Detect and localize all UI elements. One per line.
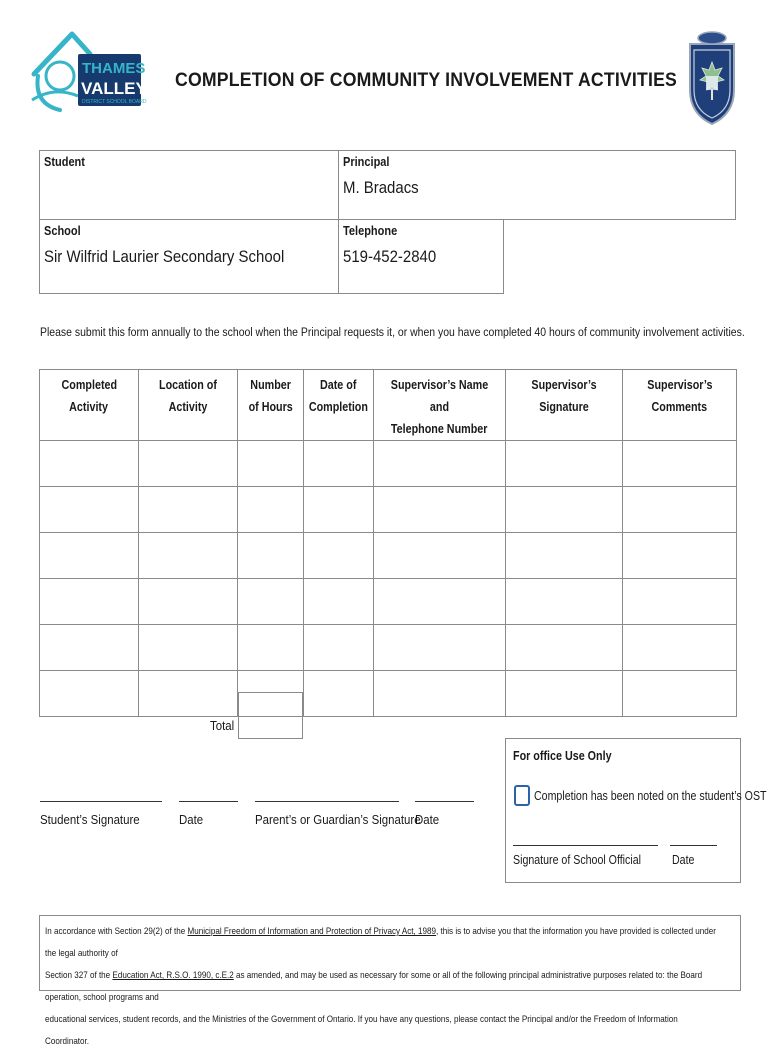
table-cell[interactable] [238, 533, 304, 579]
activity-table [39, 369, 737, 717]
thames-valley-logo [30, 30, 145, 116]
table-cell[interactable] [623, 579, 737, 625]
table-cell[interactable] [374, 625, 506, 671]
table-cell[interactable] [506, 487, 623, 533]
table-row [40, 671, 737, 717]
table-cell[interactable] [304, 441, 374, 487]
table-cell[interactable] [623, 441, 737, 487]
total-hours-field[interactable] [238, 692, 303, 739]
official-signature-label: Signature of School Official [513, 853, 641, 867]
official-signature-line[interactable] [513, 845, 658, 846]
table-cell[interactable] [304, 579, 374, 625]
table-cell[interactable] [623, 625, 737, 671]
page-title: COMPLETION OF COMMUNITY INVOLVEMENT ACTIVITIES [175, 70, 678, 91]
telephone-value: 519-452-2840 [343, 247, 437, 266]
table-cell[interactable] [139, 625, 238, 671]
office-use-title: For office Use Only [513, 749, 612, 763]
header-completed-activity: Completed Activity [40, 370, 139, 441]
table-cell[interactable] [506, 625, 623, 671]
total-label: Total [210, 718, 235, 733]
header-date: Date of Completion [304, 370, 374, 441]
table-cell[interactable] [374, 441, 506, 487]
table-cell[interactable] [623, 533, 737, 579]
date-line-2[interactable] [415, 801, 474, 802]
table-cell[interactable] [623, 671, 737, 717]
table-cell[interactable] [304, 625, 374, 671]
table-cell[interactable] [506, 671, 623, 717]
table-cell[interactable] [40, 625, 139, 671]
school-crest-logo [686, 30, 738, 126]
table-cell[interactable] [374, 533, 506, 579]
table-cell[interactable] [40, 533, 139, 579]
table-cell[interactable] [139, 671, 238, 717]
ost-checkbox-label: Completion has been noted on the student’s OST [534, 789, 767, 803]
table-cell[interactable] [506, 533, 623, 579]
logo-text-thames: THAMES [82, 60, 146, 77]
parent-signature-label: Parent’s or Guardian’s Signature [255, 812, 421, 827]
header-hours: Number of Hours [238, 370, 304, 441]
table-cell[interactable] [238, 441, 304, 487]
student-signature-label: Student’s Signature [40, 812, 140, 827]
table-row [40, 533, 737, 579]
date-line-1[interactable] [179, 801, 238, 802]
ost-checkbox[interactable] [514, 785, 530, 806]
telephone-label: Telephone [343, 224, 398, 238]
table-cell[interactable] [506, 441, 623, 487]
official-date-line[interactable] [670, 845, 717, 846]
table-cell[interactable] [304, 487, 374, 533]
principal-value: M. Bradacs [343, 178, 419, 197]
table-cell[interactable] [374, 579, 506, 625]
header-supervisor-comments: Supervisor’s Comments [623, 370, 737, 441]
logo-text-board: DISTRICT SCHOOL BOARD [82, 99, 147, 105]
logo-text-valley: VALLEY [81, 79, 147, 98]
school-label: School [44, 224, 81, 238]
table-cell[interactable] [40, 579, 139, 625]
table-cell[interactable] [506, 579, 623, 625]
table-cell[interactable] [40, 671, 139, 717]
table-cell[interactable] [238, 625, 304, 671]
table-row [40, 487, 737, 533]
instructions-text: Please submit this form annually to the school when the Principal requests it, or when you have completed 40 hours of community involvement activities. [40, 325, 745, 339]
official-date-label: Date [672, 853, 695, 867]
date-label-2: Date [415, 812, 440, 827]
table-row [40, 625, 737, 671]
table-cell[interactable] [304, 671, 374, 717]
student-signature-line[interactable] [40, 801, 162, 802]
table-cell[interactable] [304, 533, 374, 579]
privacy-notice-text: In accordance with Section 29(2) of the Municipal Freedom of Information and Protection of Privacy Act, 1989, this is to advise you that the information you have provided is collected under the legal authority of Section 327 of the Education Act, R.S.O. 1990, c.E.2 as amended, and may be used as necessary for some or all of the following principal administrative purposes related to: the Board operation, school programs and educational services, student records, and the Ministries of the Government of Ontario. If you have any questions, please contact the Principal and/or the Freedom of Information Coordinator. [45, 926, 716, 1046]
table-cell[interactable] [238, 487, 304, 533]
student-label: Student [44, 155, 85, 169]
table-cell[interactable] [238, 579, 304, 625]
mfippa-link: Municipal Freedom of Information and Protection of Privacy Act, 1989 [187, 926, 436, 936]
table-row [40, 441, 737, 487]
table-cell[interactable] [139, 487, 238, 533]
table-header-row [40, 370, 737, 441]
header-supervisor-signature: Supervisor’s Signature [506, 370, 623, 441]
table-cell[interactable] [139, 579, 238, 625]
table-cell[interactable] [139, 441, 238, 487]
education-act-link: Education Act, R.S.O. 1990, c.E.2 [112, 970, 234, 980]
parent-signature-line[interactable] [255, 801, 399, 802]
table-cell[interactable] [40, 487, 139, 533]
table-cell[interactable] [374, 487, 506, 533]
table-row [40, 579, 737, 625]
date-label-1: Date [179, 812, 204, 827]
table-cell[interactable] [374, 671, 506, 717]
table-cell[interactable] [623, 487, 737, 533]
school-value: Sir Wilfrid Laurier Secondary School [44, 247, 285, 266]
header-location: Location of Activity [139, 370, 238, 441]
header-supervisor-name: Supervisor’s Name and Telephone Number [374, 370, 506, 441]
table-cell[interactable] [139, 533, 238, 579]
table-cell[interactable] [40, 441, 139, 487]
principal-label: Principal [343, 155, 390, 169]
